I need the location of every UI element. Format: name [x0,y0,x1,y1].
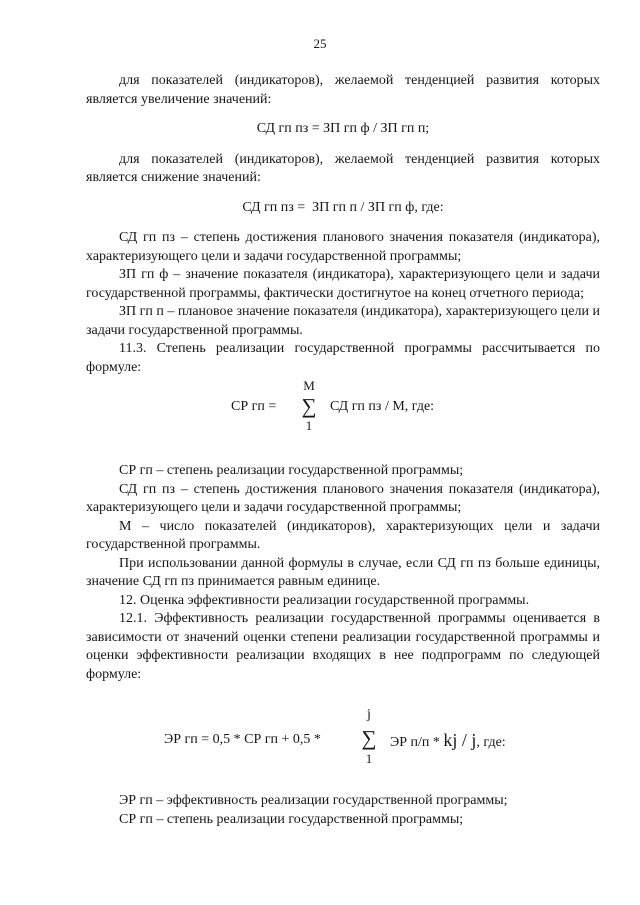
definition-er: ЭР гп – эффективность реализации государственной программы; [119,793,508,808]
document-body [86,72,600,829]
paragraph-usage: При использовании данной формулы в случае, если СД гп пз больше единицы, значение СД гп пз принимается равным единице. [86,555,600,589]
summation-upper-limit: j [367,707,371,722]
summation-sign [356,706,382,768]
definition-sr-repeat: СР гп – степень реализации государственной программы; [119,811,464,827]
paragraph-increase: для показателей (индикаторов), желаемой тенденцией развития которых является увеличение значений: [86,73,600,107]
formula-rhs-term: ЭР п/п * [390,735,440,750]
page-number: 25 [313,36,327,51]
formula-rhs: СД гп пз / М, где: [330,399,435,414]
definition-sd-repeat: СД гп пз – степень достижения планового значения показателя (индикатора), характеризующего цели и задачи государственной программы; [86,481,600,515]
formula-program-degree [86,377,600,437]
formula-kj-term: kj / j [443,730,477,750]
sigma-symbol: ∑ [301,394,317,418]
section-12: 12. Оценка эффективности реализации государственной программы. [119,592,530,608]
paragraph-decrease: для показателей (индикаторов), желаемой тенденцией развития которых является снижение значений: [86,151,600,185]
sigma-symbol: ∑ [361,726,377,750]
definition-zp-plan: ЗП гп п – плановое значение показателя (индикатора), характеризующего цели и задачи государственной программы. [86,304,600,338]
summation-lower-limit: 1 [365,751,373,766]
formula-achievement-decrease: СД гп пз = ЗП гп п / ЗП гп ф, где: [242,199,444,215]
definition-m: М – число показателей (индикаторов), характеризующих цели и задачи государственной программы. [86,518,600,552]
formula-lhs: СР гп = [231,399,277,414]
definition-zp-fact: ЗП гп ф – значение показателя (индикатора), характеризующего цели и задачи государственной программы, фактически достигнутое на конец отчетного периода; [86,267,600,301]
definition-sr: СР гп – степень реализации государственной программы; [119,463,464,478]
summation-lower-limit: 1 [305,418,313,433]
formula-lhs: ЭР гп = 0,5 * СР гп + 0,5 * [164,732,321,747]
formula-achievement-increase: СД гп пз = ЗП гп ф / ЗП гп п; [256,121,430,136]
formula-where: , где: [476,735,506,750]
definition-sd: СД гп пз – степень достижения планового значения показателя (индикатора), характеризующего цели и задачи государственной программы; [86,230,600,264]
section-11-3: 11.3. Степень реализации государственной программы рассчитывается по формуле: [86,341,600,375]
formula-program-efficiency [86,706,600,770]
summation-sign [296,377,322,435]
summation-upper-limit: М [303,378,315,393]
formula-rhs [390,731,506,753]
section-12-1: 12.1. Эффективность реализации государственной программы оценивается в зависимости от значений оценки степени реализации государственной программы и оценки эффективности реализации входящих в нее подпрограмм по следующей формуле: [86,611,600,682]
